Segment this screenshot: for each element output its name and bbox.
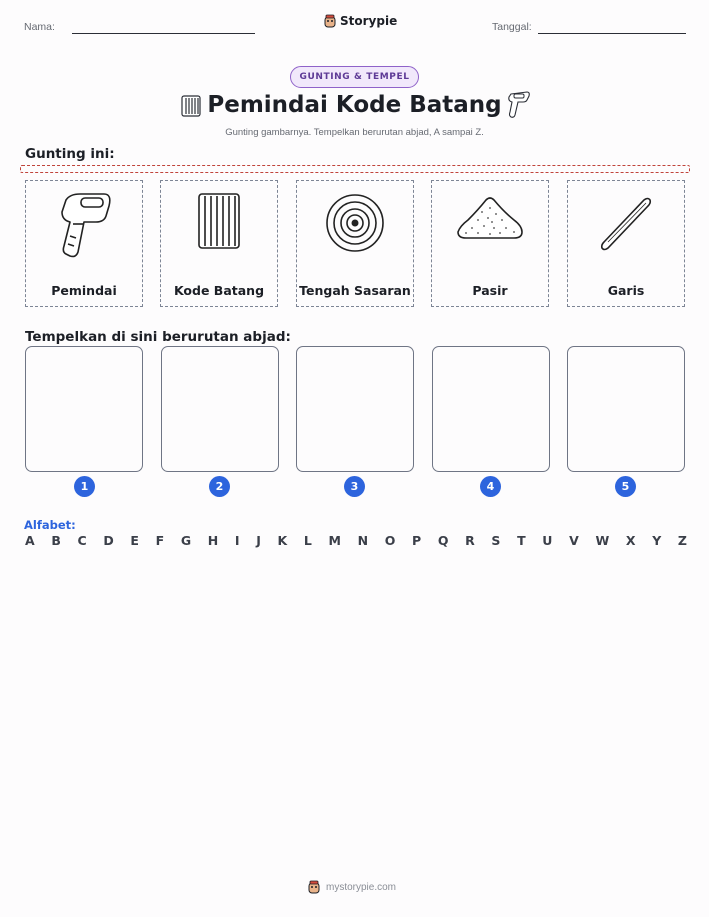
card-label: Pasir	[472, 283, 508, 298]
slot-number-1: 1	[74, 476, 95, 497]
alphabet-letter: E	[130, 533, 139, 548]
slot-number-5: 5	[615, 476, 636, 497]
slot-number-2: 2	[209, 476, 230, 497]
date-label: Tanggal:	[492, 21, 532, 33]
alphabet-letter: D	[103, 533, 114, 548]
alphabet-letter: J	[256, 533, 261, 548]
cut-heading: Gunting ini:	[25, 146, 115, 162]
alphabet-letter: I	[234, 533, 240, 548]
alphabet-letter: Y	[652, 533, 662, 548]
alphabet-letter: Z	[677, 533, 687, 548]
brand-name: Storypie	[340, 14, 398, 28]
alphabet-label: Alfabet:	[24, 518, 76, 532]
alphabet-letter: K	[277, 533, 288, 548]
barcode-scanner-icon	[26, 186, 142, 266]
alphabet-letter: V	[569, 533, 579, 548]
name-label: Nama:	[24, 21, 55, 33]
page-title: Pemindai Kode Batang	[207, 92, 502, 118]
cut-line	[20, 165, 690, 173]
footer-site[interactable]: mystorypie.com	[326, 881, 397, 893]
date-line[interactable]	[538, 33, 686, 34]
cut-card-pasir[interactable]	[431, 180, 549, 307]
paste-slot-4[interactable]	[432, 346, 550, 472]
name-line[interactable]	[72, 33, 255, 34]
alphabet-letter: A	[25, 533, 35, 548]
alphabet-letter: U	[542, 533, 553, 548]
card-label: Kode Batang	[173, 283, 265, 298]
slot-number-3: 3	[344, 476, 365, 497]
alphabet-row	[25, 533, 687, 548]
instructions: Gunting gambarnya. Tempelkan berurutan abjad, A sampai Z.	[225, 127, 484, 138]
bullseye-icon	[297, 186, 413, 266]
card-label: Pemindai	[51, 283, 117, 298]
alphabet-letter: L	[303, 533, 312, 548]
card-label: Tengah Sasaran	[299, 283, 411, 298]
alphabet-letter: S	[491, 533, 501, 548]
cut-card-pemindai[interactable]	[25, 180, 143, 307]
alphabet-letter: F	[155, 533, 165, 548]
barcode-icon	[161, 186, 277, 266]
barcode-scanner-icon	[505, 90, 531, 120]
alphabet-letter: M	[328, 533, 341, 548]
brand-logo	[323, 14, 397, 28]
alphabet-letter: T	[517, 533, 526, 548]
alphabet-letter: W	[595, 533, 610, 548]
paste-slot-1[interactable]	[25, 346, 143, 472]
line-stick-icon	[568, 186, 684, 266]
cut-card-garis[interactable]	[567, 180, 685, 307]
footer	[307, 880, 396, 894]
alphabet-letter: O	[384, 533, 396, 548]
alphabet-letter: R	[465, 533, 475, 548]
alphabet-letter: B	[51, 533, 61, 548]
storypie-mascot-icon	[307, 880, 321, 894]
alphabet-letter: C	[77, 533, 87, 548]
paste-heading: Tempelkan di sini berurutan abjad:	[25, 329, 291, 345]
cut-card-tengah-sasaran[interactable]	[296, 180, 414, 307]
alphabet-letter: G	[180, 533, 192, 548]
alphabet-letter: N	[357, 533, 369, 548]
card-label: Garis	[607, 283, 645, 298]
paste-slot-5[interactable]	[567, 346, 685, 472]
alphabet-letter: X	[625, 533, 636, 548]
alphabet-letter: P	[412, 533, 422, 548]
cut-card-kode-batang[interactable]	[160, 180, 278, 307]
paste-slot-3[interactable]	[296, 346, 414, 472]
alphabet-letter: Q	[437, 533, 449, 548]
slot-number-4: 4	[480, 476, 501, 497]
sand-pile-icon	[432, 186, 548, 266]
paste-slot-2[interactable]	[161, 346, 279, 472]
alphabet-letter: H	[207, 533, 219, 548]
storypie-mascot-icon	[323, 14, 337, 28]
activity-badge: GUNTING & TEMPEL	[290, 66, 419, 88]
